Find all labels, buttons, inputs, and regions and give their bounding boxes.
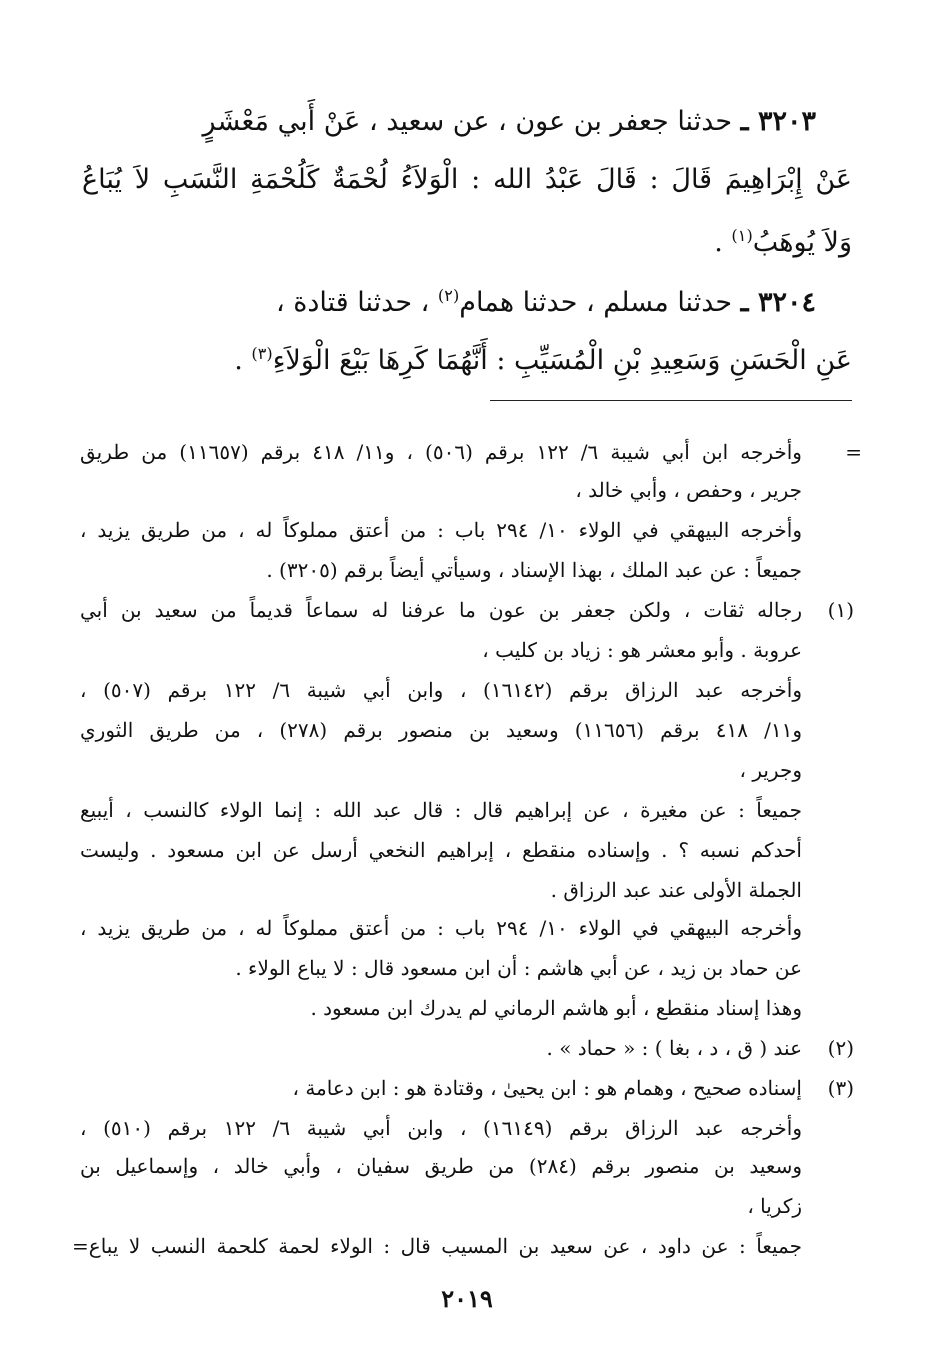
- footnote-ref: (١): [731, 226, 753, 245]
- hadith-3203-line-1: [203, 104, 816, 140]
- footnote-1-line: وأخرجه عبد الرزاق برقم (١٦١٤٢) ، وابن أبي شيبة ٦/ ١٢٢ برقم (٥٠٧) ،: [80, 678, 802, 702]
- footnote-1-line: رجاله ثقات ، ولكن جعفر بن عون ما عرفنا له سماعاً قديماً من سعيد بن أبي: [80, 598, 802, 622]
- footnote-separator: [490, 400, 852, 401]
- footnote-1-line: عروبة . وأبو معشر هو : زياد بن كليب ،: [482, 638, 802, 662]
- hadith-3204-line-2: [234, 336, 852, 379]
- footnote-1-line: عن حماد بن زيد ، عن أبي هاشم : أن ابن مسعود قال : لا يباع الولاء .: [235, 956, 802, 980]
- hadith-number: ٣٢٠٤ ـ: [740, 287, 816, 318]
- hadith-3204-line-1: [276, 278, 816, 321]
- hadith-text: وَلاَ يُوهَبُ: [752, 227, 852, 258]
- footnote-ref: (٢): [437, 286, 460, 305]
- footnote-1-line: وهذا إسناد منقطع ، أبو هاشم الرماني لم يدرك ابن مسعود .: [310, 996, 802, 1020]
- hadith-3203-line-3: [714, 218, 852, 261]
- footnote-3-line: إسناده صحيح ، وهمام هو : ابن يحيىٰ ، وقتادة هو : ابن دعامة ،: [292, 1076, 802, 1100]
- footnote-cont-line: وأخرجه ابن أبي شيبة ٦/ ١٢٢ برقم (٥٠٦) ، و١١/ ٤١٨ برقم (١١٦٥٧) من طريق: [80, 440, 802, 464]
- footnote-1-line: أحدكم نسبه ؟ . وإسناده منقطع ، إبراهيم النخعي أرسل عن ابن مسعود . وليست: [80, 838, 802, 862]
- hadith-text: حدثنا جعفر بن عون ، عن سعيد ، عَنْ أَبي مَعْشَرٍ: [202, 106, 733, 137]
- footnote-3-line: زكريا ،: [747, 1194, 802, 1218]
- footnote-1-line: الجملة الأولى عند عبد الرزاق .: [550, 878, 802, 902]
- hadith-3203-line-2: [82, 162, 852, 198]
- continuation-mark: =: [845, 440, 862, 464]
- footnote-cont-line: وأخرجه البيهقي في الولاء ١٠/ ٢٩٤ باب : من أعتق مملوكاً له ، من طريق يزيد ،: [80, 518, 802, 542]
- page-number: ٢٠١٩: [441, 1284, 493, 1313]
- footnote-3-line: وأخرجه عبد الرزاق برقم (١٦١٤٩) ، وابن أبي شيبة ٦/ ١٢٢ برقم (٥١٠) ،: [80, 1116, 802, 1140]
- hadith-text-end: .: [234, 345, 252, 376]
- footnote-1-mark: (١): [827, 598, 854, 622]
- footnote-1-line: وأخرجه البيهقي في الولاء ١٠/ ٢٩٤ باب : من أعتق مملوكاً له ، من طريق يزيد ،: [80, 916, 802, 940]
- footnote-1-line: وجرير ،: [739, 758, 802, 782]
- footnote-ref: (٣): [251, 344, 273, 363]
- footnote-2-mark: (٢): [827, 1036, 854, 1060]
- footnote-1-line: و١١/ ٤١٨ برقم (١١٦٥٦) وسعيد بن منصور برقم (٢٧٨) ، من طريق الثوري: [80, 718, 802, 742]
- footnote-cont-line: جميعاً : عن عبد الملك ، بهذا الإسناد ، وسيأتي أيضاً برقم (٣٢٠٥) .: [266, 558, 802, 582]
- footnote-1-line: جميعاً : عن مغيرة ، عن إبراهيم قال : قال عبد الله : إنما الولاء كالنسب ، أيبيع: [80, 798, 802, 822]
- hadith-text: عَنْ إِبْرَاهِيمَ قَالَ : قَالَ عَبْدُ الله : الْوَلاَءُ لُحْمَةٌ كَلُحْمَةِ النَّسَبِ لاَ يُبَاعُ: [82, 164, 852, 195]
- footnote-3-line: وسعيد بن منصور برقم (٢٨٤) من طريق سفيان ، وأبي خالد ، وإسماعيل بن: [80, 1154, 802, 1178]
- hadith-text: حدثنا مسلم ، حدثنا همام: [459, 287, 733, 318]
- hadith-text: ، حدثنا قتادة ،: [275, 287, 438, 318]
- hadith-number: ٣٢٠٣ ـ: [740, 106, 816, 137]
- footnote-2-line: عند ( ق ، د ، بغا ) : « حماد » .: [546, 1036, 802, 1060]
- hadith-text-end: .: [714, 227, 732, 258]
- footnote-cont-line: جرير ، وحفص ، وأبي خالد ،: [575, 478, 802, 502]
- footnote-3-line: جميعاً : عن داود ، عن سعيد بن المسيب قال : الولاء لحمة كلحمة النسب لا يباع=: [72, 1234, 802, 1258]
- hadith-text: عَنِ الْحَسَنِ وَسَعِيدِ بْنِ الْمُسَيِّبِ : أَنَّهُمَا كَرِهَا بَيْعَ الْوَلاَءِ: [272, 345, 852, 376]
- footnote-3-mark: (٣): [827, 1076, 854, 1100]
